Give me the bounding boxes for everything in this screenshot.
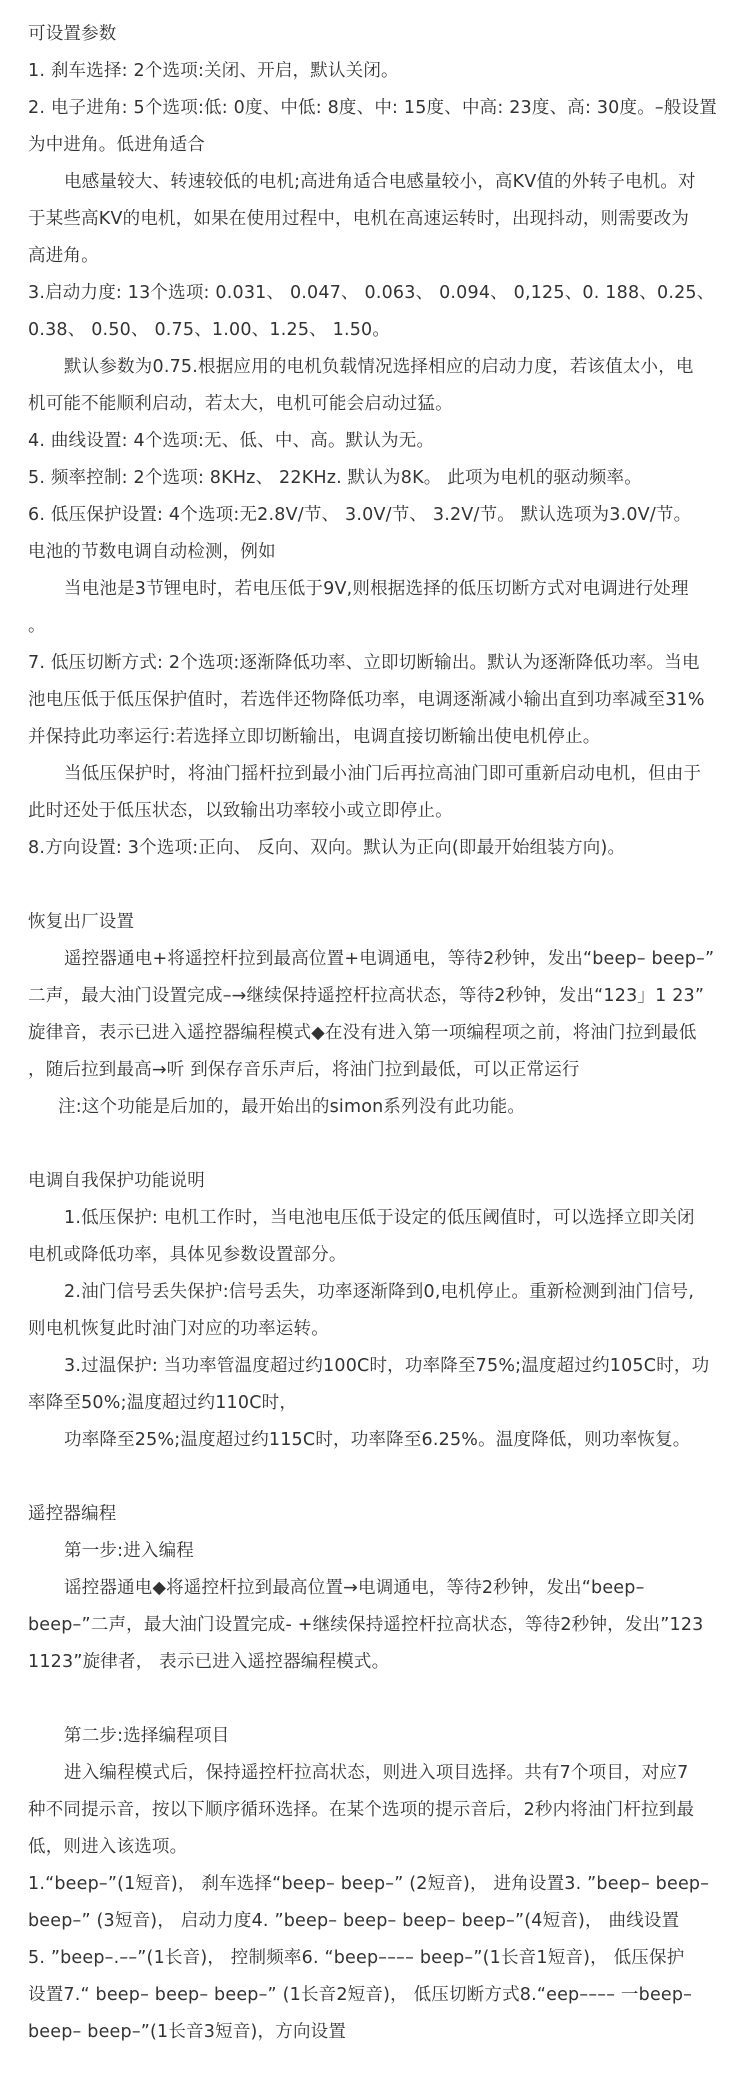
text-line: 1.低压保护: 电机工作时，当电池电压低于设定的低压阈值时，可以选择立即关闭: [64, 1208, 695, 1228]
text-line: 功率降至25%;温度超过约115C时，功率降至6.25%。温度降低，则功率恢复。: [64, 1430, 691, 1450]
text-line: 6. 低压保护设置: 4个选项:无2.8V/节、 3.0V/节、 3.2V/节。 默认选项为3.0V/节。: [28, 505, 692, 525]
text-line: 1. 刹车选择: 2个选项:关闭、开启，默认关闭。: [28, 61, 399, 81]
text-line: 二声，最大油门设置完成–→继续保持遥控杆拉高状态，等待2秒钟，发出“123」1 23”: [28, 986, 705, 1006]
text-line: 8.方向设置: 3个选项:正向、 反向、双向。默认为正向(即最开始组装方向)。: [28, 838, 626, 858]
section-title-remote-programming: 遥控器编程: [28, 1504, 117, 1524]
text-line: 2.油门信号丢失保护:信号丢失，功率逐渐降到0,电机停止。重新检测到油门信号,: [64, 1282, 695, 1302]
text-line: 设置7.“ beep– beep– beep–” (1长音2短音)， 低压切断方式8.“eep–––– 一beep–: [28, 1985, 693, 2005]
text-line: 高进角。: [28, 246, 99, 266]
step-heading-select-item: 第二步:选择编程项目: [64, 1726, 230, 1746]
text-line: 3.启动力度: 13个选项: 0.031、 0.047、 0.063、 0.094、 0,125、0. 188、0.25、: [28, 283, 715, 303]
text-line: 0.38、 0.50、 0.75、1.00、1.25、 1.50。: [28, 320, 391, 340]
text-line: 5. 频率控制: 2个选项: 8KHz、 22KHz. 默认为8K。 此项为电机的驱动频率。: [28, 468, 642, 488]
text-line: 进入编程模式后，保持遥控杆拉高状态，则进入项目选择。共有7个项目，对应7: [64, 1763, 689, 1783]
text-line: 电池的节数电调自动检测，例如: [28, 542, 276, 562]
text-line: 则电机恢复此时油门对应的功率运转。: [28, 1319, 329, 1339]
text-line: 7. 低压切断方式: 2个选项:逐渐降低功率、立即切断输出。默认为逐渐降低功率。当电: [28, 653, 700, 673]
text-line: 电感量较大、转速较低的电机;高进角适合电感量较小，高KV值的外转子电机。对: [64, 172, 696, 192]
step-heading-enter-programming: 第一步:进入编程: [64, 1541, 194, 1561]
text-line: 1123”旋律者， 表示已进入遥控器编程模式。: [28, 1652, 390, 1672]
text-line: 3.过温保护: 当功率管温度超过约100C时，功率降至75%;温度超过约105C时，功: [64, 1356, 710, 1376]
text-line: 于某些高KV的电机，如果在使用过程中，电机在高速运转时，出现抖动，则需要改为: [28, 209, 690, 229]
text-line: 旋律音，表示已进入遥控器编程模式◆在没有进入第一项编程项之前，将油门拉到最低: [28, 1023, 697, 1043]
text-line: 。: [28, 616, 46, 636]
text-line: 1.“beep–”(1短音)， 刹车选择“beep– beep–” (2短音)， 进角设置3. ”beep– beep–: [28, 1874, 710, 1894]
text-line: beep– beep–”(1长音3短音)，方向设置: [28, 2022, 347, 2042]
text-line: 池电压低于低压保护值时，若选伴还物降低功率，电调逐渐减小输出直到功率减至31%: [28, 690, 705, 710]
text-line: 为中进角。低进角适合: [28, 135, 205, 155]
text-line: beep–” (3短音)， 启动力度4. ”beep– beep– beep– beep–”(4短音)， 曲线设置: [28, 1911, 680, 1931]
section-title-factory-reset: 恢复出厂设置: [28, 912, 135, 932]
text-line: 低，则进入该选项。: [28, 1837, 188, 1857]
text-line: 谣控器通电◆将遥控杆拉到最高位置→电调通电，等待2秒钟，发出“beep–: [64, 1578, 645, 1598]
note-line: 注:这个功能是后加的，最开始出的simon系列没有此功能。: [58, 1097, 526, 1117]
text-line: 2. 电子进角: 5个选项:低: 0度、中低: 8度、中: 15度、中高: 23度、高: 30度。–般设置: [28, 98, 717, 118]
text-line: beep–”二声，最大油门设置完成- +继续保持遥控杆拉高状态，等待2秒钟，发出”123: [28, 1615, 704, 1635]
text-line: ，随后拉到最高→听 到保存音乐声后，将油门拉到最低，可以正常运行: [28, 1060, 580, 1080]
section-title-settable-parameters: 可设置参数: [28, 24, 117, 44]
text-line: 电机或降低功率，具体见参数设置部分。: [28, 1245, 347, 1265]
section-title-esc-self-protection: 电调自我保护功能说明: [28, 1171, 205, 1191]
text-line: 5. ”beep–.––”(1长音)， 控制频率6. “beep–––– beep–”(1长音1短音)， 低压保护: [28, 1948, 685, 1968]
text-line: 当电池是3节锂电时，若电压低于9V,则根据选择的低压切断方式对电调进行处理: [64, 579, 689, 599]
text-line: 种不同提示音，按以下顺序循环选择。在某个选项的提示音后，2秒内将油门杆拉到最: [28, 1800, 695, 1820]
text-line: 当低压保护时，将油门摇杆拉到最小油门后再拉高油门即可重新启动电机，但由于: [64, 764, 702, 784]
text-line: 机可能不能顺利启动，若太大，电机可能会启动过猛。: [28, 394, 453, 414]
text-line: 此时还处于低压状态，以致输出功率较小或立即停止。: [28, 801, 453, 821]
text-line: 遥控器通电+将遥控杆拉到最高位置+电调通电，等待2秒钟，发出“beep– beep–”: [64, 949, 715, 969]
text-line: 默认参数为0.75.根据应用的电机负载情况选择相应的启动力度，若该值太小，电: [64, 357, 694, 377]
text-line: 4. 曲线设置: 4个选项:无、低、中、高。默认为无。: [28, 431, 435, 451]
text-line: 并保持此功率运行:若选择立即切断输出，电调直接切断输出使电机停止。: [28, 727, 601, 747]
text-line: 率降至50%;温度超过约110C时，: [28, 1393, 298, 1413]
